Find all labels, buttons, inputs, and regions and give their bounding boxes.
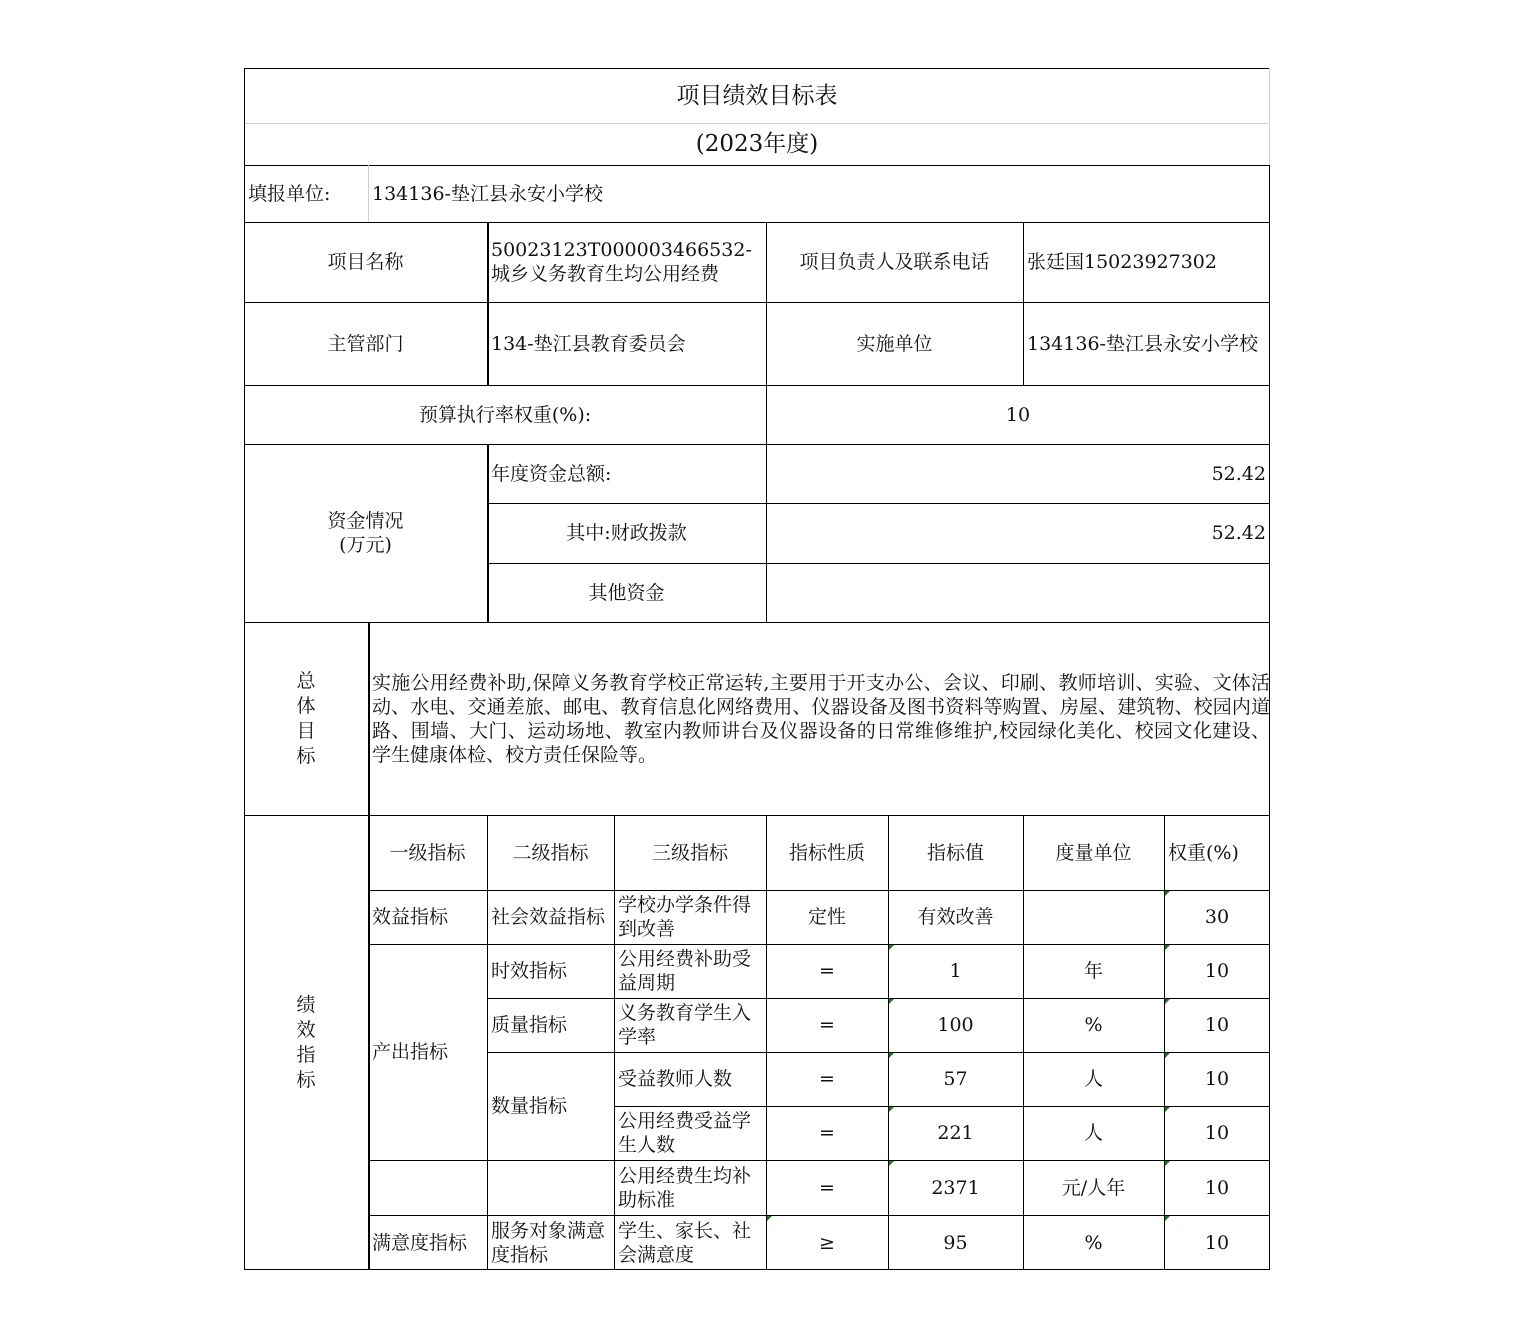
grid-line bbox=[244, 68, 245, 1270]
grid-line bbox=[1023, 815, 1024, 1270]
grid-line bbox=[368, 1215, 1270, 1216]
funds-fiscal-value: 52.42 bbox=[1211, 522, 1266, 544]
value-cell bbox=[888, 998, 1023, 1052]
funds-label-text: 资金情况 (万元) bbox=[327, 510, 404, 556]
level2-social-benefit: 社会效益指标 bbox=[491, 906, 606, 928]
grid-line bbox=[244, 165, 1270, 166]
level2-service-satisfaction: 服务对象满意度指标 bbox=[491, 1219, 606, 1266]
cell-comment-marker bbox=[888, 998, 895, 1005]
level3-cell: 受益教师人数 bbox=[618, 1068, 733, 1090]
goal-label bbox=[244, 622, 368, 815]
nature-cell: = bbox=[819, 1014, 835, 1036]
grid-line bbox=[766, 815, 767, 1270]
goal-text: 实施公用经费补助,保障义务教育学校正常运转,主要用于开支办公、会议、印刷、教师培训、实验、文体活动、水电、交通差旅、邮电、教育信息化网络费用、仪器设备及图书资料等购置、房屋、建筑物、校园内道路、围墙、大门、运动场地、教室内教师讲台及仪器设备的日常维修维护,校园绿化美化、校园文化建设、学生健康体检、校方责任保险等。 bbox=[372, 671, 1270, 766]
budget-weight-label: 预算执行率权重(%): bbox=[418, 403, 592, 426]
weight-cell bbox=[1164, 1106, 1270, 1160]
indicators-label bbox=[244, 815, 368, 1270]
grid-line bbox=[244, 222, 1270, 223]
weight-cell bbox=[1164, 998, 1270, 1052]
unit-cell: % bbox=[1084, 1231, 1103, 1254]
value-cell bbox=[888, 1106, 1023, 1160]
header-level3: 三级指标 bbox=[651, 841, 728, 864]
grid-line bbox=[614, 815, 615, 1270]
weight-cell bbox=[1164, 1052, 1270, 1106]
impl-unit-label: 实施单位 bbox=[856, 332, 933, 355]
grid-line bbox=[487, 1052, 1270, 1053]
project-name-label: 项目名称 bbox=[327, 251, 404, 273]
cell-comment-marker bbox=[888, 1052, 895, 1059]
level2-blank bbox=[487, 1160, 614, 1215]
level1-benefit: 效益指标 bbox=[372, 906, 449, 928]
unit-label: 填报单位: bbox=[248, 182, 331, 205]
nature-cell bbox=[766, 1215, 888, 1270]
level3-cell: 义务教育学生入学率 bbox=[618, 1002, 752, 1048]
grid-line bbox=[368, 622, 370, 1270]
grid-line bbox=[1023, 222, 1024, 385]
funds-label bbox=[244, 444, 487, 622]
grid-line bbox=[368, 944, 1270, 945]
header-level2: 二级指标 bbox=[512, 841, 589, 864]
weight-cell bbox=[1164, 890, 1270, 944]
cell-comment-marker bbox=[1164, 998, 1171, 1005]
impl-unit-value: 134136-垫江县永安小学校 bbox=[1027, 332, 1258, 355]
grid-line bbox=[368, 1160, 1270, 1161]
grid-line bbox=[244, 302, 1270, 303]
grid-line bbox=[244, 123, 1270, 124]
grid-line bbox=[487, 563, 1270, 564]
grid-line bbox=[888, 815, 889, 1270]
header-nature: 指标性质 bbox=[788, 841, 865, 864]
goal-label-text: 总体目标 bbox=[296, 669, 316, 767]
weight-value: 10 bbox=[1204, 1068, 1230, 1090]
nature-cell: = bbox=[819, 1176, 835, 1199]
cell-comment-marker bbox=[888, 1106, 895, 1113]
value-text: 1 bbox=[949, 960, 962, 982]
value-text: 2371 bbox=[931, 1176, 980, 1199]
nature-cell: = bbox=[819, 1122, 835, 1144]
value-cell bbox=[888, 1160, 1023, 1215]
value-text: 221 bbox=[937, 1122, 974, 1144]
level3-cell: 学生、家长、社会满意度 bbox=[618, 1219, 752, 1266]
level3-cell: 公用经费受益学生人数 bbox=[618, 1110, 752, 1156]
grid-line bbox=[368, 890, 1270, 891]
header-unit: 度量单位 bbox=[1055, 841, 1132, 864]
value-cell: 有效改善 bbox=[917, 906, 994, 928]
weight-value: 10 bbox=[1204, 960, 1230, 982]
weight-value: 10 bbox=[1204, 1231, 1230, 1254]
header-level1: 一级指标 bbox=[389, 841, 466, 864]
unit-cell: % bbox=[1084, 1014, 1103, 1036]
value-text: 100 bbox=[937, 1014, 974, 1036]
nature-cell: = bbox=[819, 960, 835, 982]
nature-cell: = bbox=[819, 1068, 835, 1090]
level1-blank bbox=[368, 1160, 487, 1215]
cell-comment-marker bbox=[1164, 1215, 1171, 1222]
level2-quantity: 数量指标 bbox=[491, 1095, 568, 1117]
unit-cell: 年 bbox=[1083, 960, 1103, 982]
cell-comment-marker bbox=[1164, 1052, 1171, 1059]
level3-cell: 公用经费生均补助标准 bbox=[618, 1164, 752, 1211]
cell-comment-marker bbox=[1164, 1106, 1171, 1113]
grid-line bbox=[766, 222, 767, 622]
weight-value: 10 bbox=[1204, 1122, 1230, 1144]
funds-total-label: 年度资金总额: bbox=[491, 462, 612, 485]
cell-comment-marker bbox=[1164, 1160, 1171, 1167]
grid-line bbox=[614, 1106, 1270, 1107]
budget-weight-value: 10 bbox=[1005, 403, 1031, 426]
cell-comment-marker bbox=[1164, 890, 1171, 897]
unit-cell: 人 bbox=[1083, 1068, 1103, 1090]
dept-label: 主管部门 bbox=[327, 332, 404, 355]
level2-timeliness: 时效指标 bbox=[491, 960, 568, 982]
project-owner-value: 张廷国15023927302 bbox=[1027, 251, 1217, 273]
header-value: 指标值 bbox=[926, 841, 984, 864]
grid-line bbox=[244, 385, 1270, 386]
grid-line bbox=[368, 165, 369, 222]
project-name-value: 50023123T000003466532-城乡义务教育生均公用经费 bbox=[491, 239, 752, 285]
grid-line bbox=[1269, 165, 1270, 1270]
grid-line bbox=[487, 998, 1270, 999]
nature-text: ≥ bbox=[819, 1231, 835, 1254]
cell-comment-marker bbox=[1164, 944, 1171, 951]
project-owner-label: 项目负责人及联系电话 bbox=[799, 251, 990, 273]
grid-line bbox=[1164, 815, 1165, 1270]
weight-value: 10 bbox=[1204, 1176, 1230, 1199]
level2-quality: 质量指标 bbox=[491, 1014, 568, 1036]
weight-cell bbox=[1164, 1215, 1270, 1270]
funds-fiscal-label: 其中:财政拨款 bbox=[566, 522, 687, 544]
level1-output: 产出指标 bbox=[372, 1041, 449, 1063]
grid-line bbox=[244, 1269, 1270, 1270]
value-text: 57 bbox=[943, 1068, 968, 1090]
weight-value: 10 bbox=[1204, 1014, 1230, 1036]
grid-line bbox=[244, 444, 1270, 445]
grid-line bbox=[244, 68, 1270, 69]
unit-value: 134136-垫江县永安小学校 bbox=[372, 182, 603, 205]
grid-line bbox=[487, 444, 489, 622]
grid-line bbox=[487, 815, 488, 1270]
grid-line bbox=[487, 222, 489, 385]
grid-line bbox=[244, 815, 1270, 816]
header-weight: 权重(%) bbox=[1168, 841, 1239, 864]
nature-cell: 定性 bbox=[807, 906, 846, 928]
performance-goal-sheet bbox=[244, 68, 1270, 1270]
grid-line bbox=[1269, 68, 1270, 165]
level3-cell: 公用经费补助受益周期 bbox=[618, 948, 752, 994]
weight-value: 30 bbox=[1204, 906, 1230, 928]
grid-line bbox=[487, 503, 1270, 504]
weight-cell bbox=[1164, 1160, 1270, 1215]
value-cell bbox=[888, 944, 1023, 998]
unit-cell bbox=[1023, 890, 1164, 944]
sheet-title: 项目绩效目标表 bbox=[676, 82, 838, 109]
weight-cell bbox=[1164, 944, 1270, 998]
level3-cell: 学校办学条件得到改善 bbox=[618, 894, 752, 940]
indicators-label-text: 绩效指标 bbox=[296, 993, 316, 1091]
value-cell: 95 bbox=[943, 1231, 968, 1254]
level1-satisfaction: 满意度指标 bbox=[372, 1231, 468, 1254]
unit-cell: 元/人年 bbox=[1061, 1176, 1126, 1199]
cell-comment-marker bbox=[888, 1160, 895, 1167]
cell-comment-marker bbox=[766, 1215, 773, 1222]
dept-value: 134-垫江县教育委员会 bbox=[491, 332, 686, 355]
funds-other-value bbox=[766, 563, 1270, 622]
funds-total-value: 52.42 bbox=[1211, 462, 1266, 485]
grid-line bbox=[244, 622, 1270, 623]
value-cell bbox=[888, 1052, 1023, 1106]
funds-other-label: 其他资金 bbox=[588, 581, 665, 604]
sheet-year: (2023年度) bbox=[695, 131, 819, 157]
unit-cell: 人 bbox=[1083, 1122, 1103, 1144]
cell-comment-marker bbox=[888, 944, 895, 951]
